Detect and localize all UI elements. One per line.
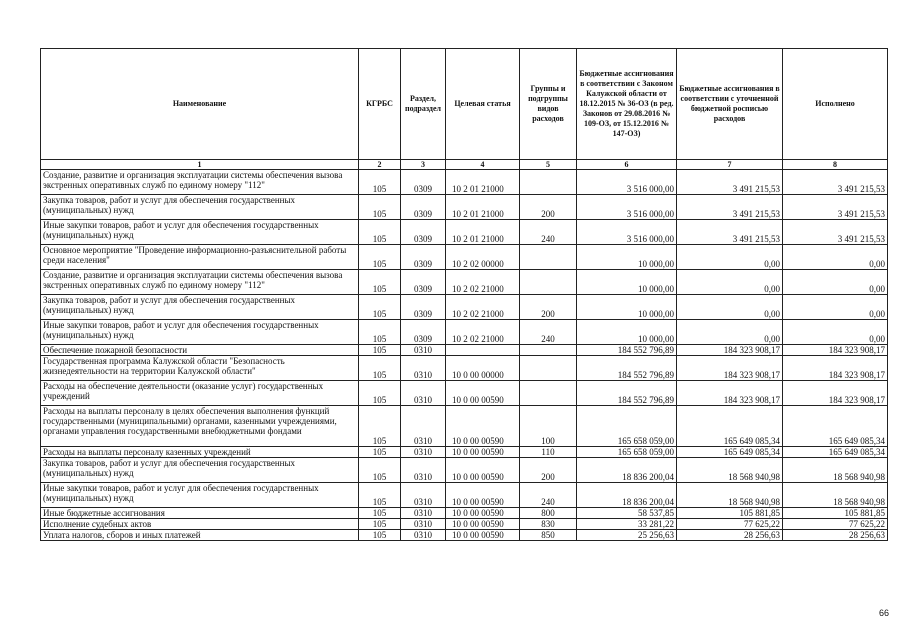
row-group	[520, 381, 577, 406]
header-executed: Исполнено	[783, 49, 888, 160]
row-group: 240	[520, 220, 577, 245]
column-number: 5	[520, 160, 577, 170]
table-row	[41, 447, 888, 458]
column-number: 2	[359, 160, 401, 170]
row-section: 0309	[401, 295, 446, 320]
row-kgrbs: 105	[359, 356, 401, 381]
row-section: 0309	[401, 245, 446, 270]
row-budget-refined: 184 323 908,17	[677, 356, 783, 381]
row-section: 0309	[401, 220, 446, 245]
row-group: 200	[520, 295, 577, 320]
row-executed: 28 256,63	[783, 530, 888, 541]
header-target: Целевая статья	[446, 49, 520, 160]
row-budget-law: 3 516 000,00	[577, 220, 677, 245]
row-name: Расходы на выплаты персоналу в целях обеспечения выполнения функций государственными (муниципальными) органами, казенными учреждениями, органами управления государственными внебюджетными фондами	[41, 406, 359, 447]
row-target: 10 0 00 00590	[446, 530, 520, 541]
row-name: Иные закупки товаров, работ и услуг для обеспечения государственных (муниципальных) нужд	[41, 483, 359, 508]
header-groups: Группы и подгруппы видов расходов	[520, 49, 577, 160]
row-kgrbs: 105	[359, 345, 401, 356]
row-executed: 3 491 215,53	[783, 195, 888, 220]
row-budget-law: 184 552 796,89	[577, 381, 677, 406]
row-name: Основное мероприятие "Проведение информационно-разъяснительной работы среди населения"	[41, 245, 359, 270]
row-budget-refined: 77 625,22	[677, 519, 783, 530]
row-budget-refined: 184 323 908,17	[677, 345, 783, 356]
row-budget-law: 10 000,00	[577, 320, 677, 345]
row-section: 0310	[401, 447, 446, 458]
row-name: Государственная программа Калужской области "Безопасность жизнедеятельности на территории Калужской области"	[41, 356, 359, 381]
row-budget-refined: 0,00	[677, 295, 783, 320]
header-row	[41, 49, 888, 160]
table-row	[41, 530, 888, 541]
row-budget-refined: 0,00	[677, 245, 783, 270]
row-kgrbs: 105	[359, 381, 401, 406]
row-name: Иные бюджетные ассигнования	[41, 508, 359, 519]
row-executed: 0,00	[783, 295, 888, 320]
row-budget-law: 18 836 200,04	[577, 483, 677, 508]
table-row	[41, 381, 888, 406]
row-name: Обеспечение пожарной безопасности	[41, 345, 359, 356]
table-row	[41, 270, 888, 295]
row-group: 110	[520, 447, 577, 458]
row-group: 800	[520, 508, 577, 519]
row-group: 240	[520, 320, 577, 345]
row-section: 0310	[401, 345, 446, 356]
column-number: 3	[401, 160, 446, 170]
row-section: 0310	[401, 530, 446, 541]
row-group: 200	[520, 458, 577, 483]
table-row	[41, 245, 888, 270]
row-executed: 165 649 085,34	[783, 447, 888, 458]
column-number-row	[41, 160, 888, 170]
row-target: 10 0 00 00590	[446, 447, 520, 458]
row-section: 0309	[401, 170, 446, 195]
row-kgrbs: 105	[359, 458, 401, 483]
table-row	[41, 406, 888, 447]
row-target: 10 2 02 21000	[446, 320, 520, 345]
row-executed: 105 881,85	[783, 508, 888, 519]
row-target: 10 0 00 00590	[446, 381, 520, 406]
row-group: 200	[520, 195, 577, 220]
row-group: 850	[520, 530, 577, 541]
row-kgrbs: 105	[359, 530, 401, 541]
row-target: 10 2 02 21000	[446, 270, 520, 295]
table-row	[41, 508, 888, 519]
table-row	[41, 458, 888, 483]
row-kgrbs: 105	[359, 519, 401, 530]
table-row	[41, 295, 888, 320]
row-budget-law: 3 516 000,00	[577, 195, 677, 220]
row-target	[446, 345, 520, 356]
row-target: 10 2 02 21000	[446, 295, 520, 320]
row-budget-law: 165 658 059,00	[577, 447, 677, 458]
header-name: Наименование	[41, 49, 359, 160]
row-budget-refined: 0,00	[677, 320, 783, 345]
column-number: 8	[783, 160, 888, 170]
row-budget-refined: 3 491 215,53	[677, 170, 783, 195]
header-kgrbs: КГРБС	[359, 49, 401, 160]
row-budget-law: 33 281,22	[577, 519, 677, 530]
row-group	[520, 245, 577, 270]
row-budget-refined: 3 491 215,53	[677, 195, 783, 220]
row-budget-law: 10 000,00	[577, 245, 677, 270]
header-section: Раздел, подраздел	[401, 49, 446, 160]
header-budget-refined: Бюджетные ассигнования в соответствии с уточненной бюджетной росписью расходов	[677, 49, 783, 160]
row-executed: 3 491 215,53	[783, 220, 888, 245]
row-executed: 3 491 215,53	[783, 170, 888, 195]
row-section: 0309	[401, 320, 446, 345]
row-target: 10 0 00 00590	[446, 406, 520, 447]
table-row	[41, 519, 888, 530]
row-target: 10 0 00 00000	[446, 356, 520, 381]
row-executed: 18 568 940,98	[783, 483, 888, 508]
row-budget-refined: 0,00	[677, 270, 783, 295]
row-budget-refined: 184 323 908,17	[677, 381, 783, 406]
table-row	[41, 483, 888, 508]
row-target: 10 2 01 21000	[446, 170, 520, 195]
row-kgrbs: 105	[359, 406, 401, 447]
row-kgrbs: 105	[359, 270, 401, 295]
row-kgrbs: 105	[359, 245, 401, 270]
row-name: Исполнение судебных актов	[41, 519, 359, 530]
row-name: Иные закупки товаров, работ и услуг для обеспечения государственных (муниципальных) нужд	[41, 220, 359, 245]
row-budget-law: 10 000,00	[577, 295, 677, 320]
table-body	[41, 170, 888, 541]
row-executed: 184 323 908,17	[783, 356, 888, 381]
column-number: 1	[41, 160, 359, 170]
row-executed: 0,00	[783, 320, 888, 345]
budget-table-sheet	[40, 48, 888, 541]
budget-table	[40, 48, 888, 541]
row-section: 0310	[401, 406, 446, 447]
row-section: 0310	[401, 458, 446, 483]
row-budget-refined: 28 256,63	[677, 530, 783, 541]
row-executed: 0,00	[783, 270, 888, 295]
row-section: 0309	[401, 270, 446, 295]
row-budget-refined: 165 649 085,34	[677, 447, 783, 458]
row-executed: 165 649 085,34	[783, 406, 888, 447]
row-kgrbs: 105	[359, 295, 401, 320]
row-target: 10 0 00 00590	[446, 519, 520, 530]
row-group	[520, 270, 577, 295]
table-row	[41, 195, 888, 220]
row-name: Закупка товаров, работ и услуг для обеспечения государственных (муниципальных) нужд	[41, 195, 359, 220]
row-group	[520, 345, 577, 356]
row-target: 10 0 00 00590	[446, 508, 520, 519]
row-budget-law: 10 000,00	[577, 270, 677, 295]
row-name: Закупка товаров, работ и услуг для обеспечения государственных (муниципальных) нужд	[41, 295, 359, 320]
row-budget-law: 165 658 059,00	[577, 406, 677, 447]
column-number: 7	[677, 160, 783, 170]
table-row	[41, 356, 888, 381]
row-target: 10 2 02 00000	[446, 245, 520, 270]
page-number: 66	[878, 608, 889, 618]
row-budget-refined: 18 568 940,98	[677, 458, 783, 483]
row-budget-refined: 105 881,85	[677, 508, 783, 519]
row-name: Иные закупки товаров, работ и услуг для обеспечения государственных (муниципальных) нужд	[41, 320, 359, 345]
row-section: 0310	[401, 483, 446, 508]
row-executed: 184 323 908,17	[783, 381, 888, 406]
row-budget-law: 3 516 000,00	[577, 170, 677, 195]
row-section: 0310	[401, 508, 446, 519]
row-target: 10 0 00 00590	[446, 483, 520, 508]
table-row	[41, 220, 888, 245]
row-section: 0310	[401, 356, 446, 381]
row-group: 240	[520, 483, 577, 508]
row-kgrbs: 105	[359, 508, 401, 519]
row-kgrbs: 105	[359, 447, 401, 458]
table-row	[41, 320, 888, 345]
row-kgrbs: 105	[359, 170, 401, 195]
row-executed: 0,00	[783, 245, 888, 270]
row-executed: 18 568 940,98	[783, 458, 888, 483]
row-executed: 184 323 908,17	[783, 345, 888, 356]
row-target: 10 2 01 21000	[446, 220, 520, 245]
row-name: Закупка товаров, работ и услуг для обеспечения государственных (муниципальных) нужд	[41, 458, 359, 483]
row-group	[520, 170, 577, 195]
header-budget-law: Бюджетные ассигнования в соответствии с Законом Калужской области от 18.12.2015 № 36-ОЗ (в ред. Законов от 29.08.2016 № 109-ОЗ, от 15.12.2016 № 147-ОЗ)	[577, 49, 677, 160]
row-kgrbs: 105	[359, 320, 401, 345]
row-budget-refined: 165 649 085,34	[677, 406, 783, 447]
row-section: 0309	[401, 195, 446, 220]
row-kgrbs: 105	[359, 483, 401, 508]
row-name: Создание, развитие и организация эксплуатации системы обеспечения вызова экстренных оперативных служб по единому номеру "112"	[41, 270, 359, 295]
row-budget-refined: 18 568 940,98	[677, 483, 783, 508]
table-row	[41, 170, 888, 195]
row-kgrbs: 105	[359, 220, 401, 245]
row-budget-law: 58 537,85	[577, 508, 677, 519]
row-name: Расходы на обеспечение деятельности (оказание услуг) государственных учреждений	[41, 381, 359, 406]
row-section: 0310	[401, 519, 446, 530]
table-row	[41, 345, 888, 356]
column-number: 6	[577, 160, 677, 170]
row-budget-law: 184 552 796,89	[577, 356, 677, 381]
row-group	[520, 356, 577, 381]
row-budget-law: 184 552 796,89	[577, 345, 677, 356]
row-target: 10 0 00 00590	[446, 458, 520, 483]
row-budget-law: 18 836 200,04	[577, 458, 677, 483]
row-group: 100	[520, 406, 577, 447]
row-target: 10 2 01 21000	[446, 195, 520, 220]
row-section: 0310	[401, 381, 446, 406]
row-group: 830	[520, 519, 577, 530]
row-budget-law: 25 256,63	[577, 530, 677, 541]
column-number: 4	[446, 160, 520, 170]
row-name: Создание, развитие и организация эксплуатации системы обеспечения вызова экстренных оперативных служб по единому номеру "112"	[41, 170, 359, 195]
row-name: Уплата налогов, сборов и иных платежей	[41, 530, 359, 541]
row-executed: 77 625,22	[783, 519, 888, 530]
row-budget-refined: 3 491 215,53	[677, 220, 783, 245]
row-name: Расходы на выплаты персоналу казенных учреждений	[41, 447, 359, 458]
row-kgrbs: 105	[359, 195, 401, 220]
